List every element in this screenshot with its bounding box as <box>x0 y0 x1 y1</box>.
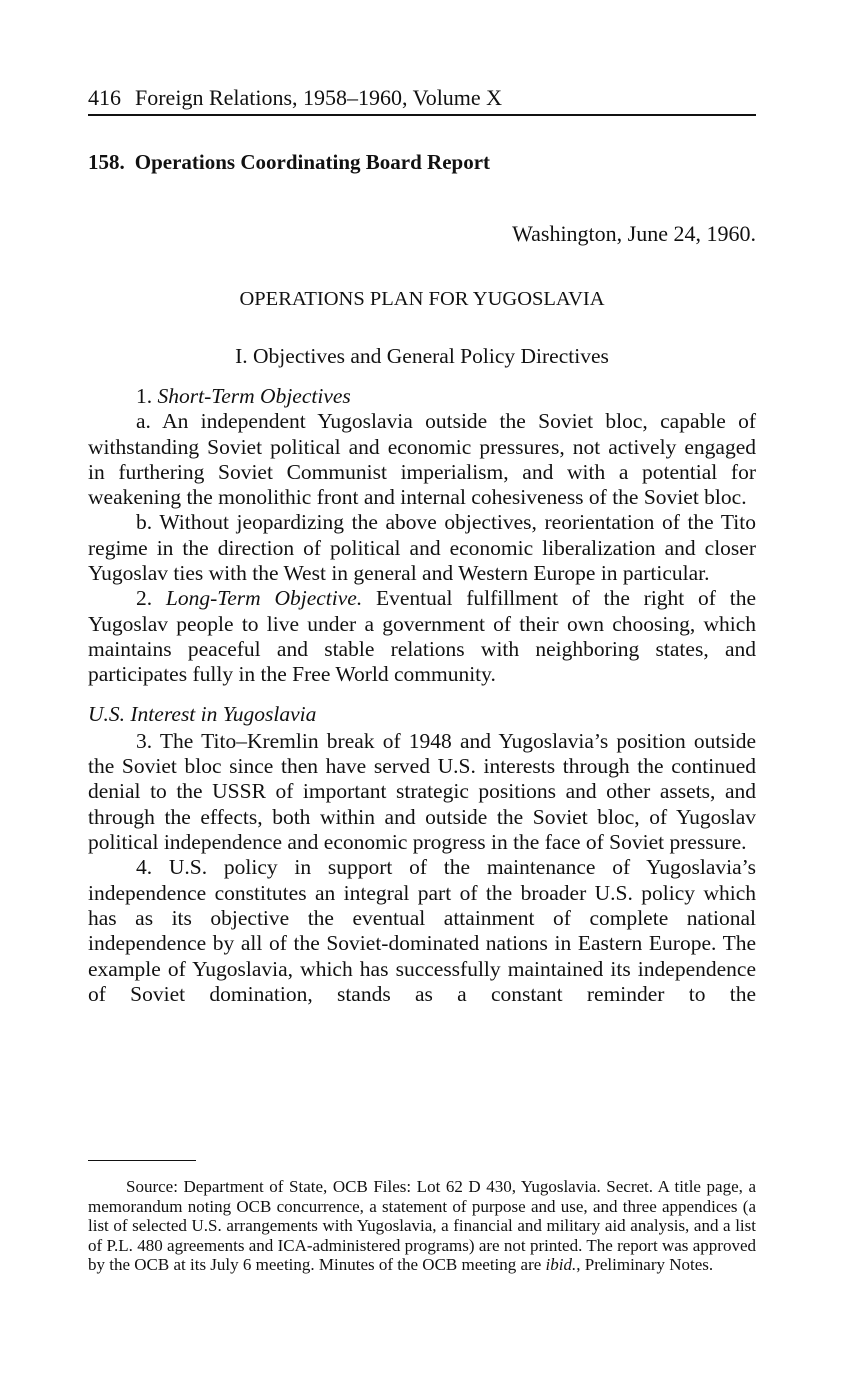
paragraph-4: 4. U.S. policy in support of the maintenance of Yugoslavia’s independence constitutes an integral part of the broader U.S. policy which has as its objective the eventual attainment of complete national independence by all of the Soviet-dominated nations in Eastern Europe. The example of Yugoslavia, which has successfully maintained its independence of Soviet domination, stands as a constant reminder to the <box>88 855 756 1006</box>
us-interest-heading: U.S. Interest in Yugoslavia <box>88 701 317 726</box>
section-heading: I. Objectives and General Policy Directives <box>235 344 609 368</box>
document-heading <box>88 148 490 176</box>
long-term-title: Long-Term Objective. <box>165 586 363 611</box>
document-title: Operations Coordinating Board Report <box>134 150 491 174</box>
document-number: 158. <box>88 150 125 174</box>
dateline: Washington, June 24, 1960. <box>512 221 756 246</box>
header-rule <box>88 114 756 116</box>
volume-title: Foreign Relations, 1958–1960, Volume X <box>135 85 503 110</box>
paragraph-1a: a. An independent Yugoslavia outside the Soviet bloc, capable of withstanding Soviet political and economic pressures, not actively engaged in furthering Soviet Communist imperialism, and with a potential for weakening the monolithic front and internal cohesiveness of the Soviet bloc. <box>88 409 756 510</box>
footnote-rule <box>88 1160 196 1161</box>
body-text <box>88 384 756 1007</box>
paragraph-1b: b. Without jeopardizing the above objectives, reorientation of the Tito regime in the direction of political and economic liberalization and closer Yugoslav ties with the West in general and Western Europe in particular. <box>88 510 756 586</box>
running-head <box>88 84 756 112</box>
plan-title: OPERATIONS PLAN FOR YUGOSLAVIA <box>239 288 605 310</box>
source-footnote: Source: Department of State, OCB Files: Lot 62 D 430, Yugoslavia. Secret. A title page, a memorandum noting OCB concurrence, a statement of purpose and use, and three appendices (a list of selected U.S. arrangements with Yugoslavia, a financial and military aid analysis, and a list of P.L. 480 agreements and ICA-administered programs) are not printed. The report was approved by the OCB at its July 6 meeting. Minutes of the OCB meeting are ibid., Preliminary Notes. <box>88 1177 756 1275</box>
paragraph-2: 2. Long-Term Objective. Eventual fulfillment of the right of the Yugoslav people to live under a government of their own choosing, which maintains peaceful and stable relations with neighboring states, and participates fully in the Free World community. <box>88 586 757 687</box>
paragraph-3: 3. The Tito–Kremlin break of 1948 and Yugoslavia’s position outside the Soviet bloc since then have served U.S. interests through the continued denial to the USSR of important strategic positions and other assets, and through the effects, both within and outside the Soviet bloc, of Yugoslav political independence and economic progress in the face of Soviet pressure. <box>88 728 756 855</box>
document-page <box>88 0 756 1380</box>
short-term-title: Short-Term Objectives <box>157 384 351 408</box>
short-term-heading: 1. Short-Term Objectives <box>136 384 351 408</box>
page-number: 416 <box>88 85 121 110</box>
